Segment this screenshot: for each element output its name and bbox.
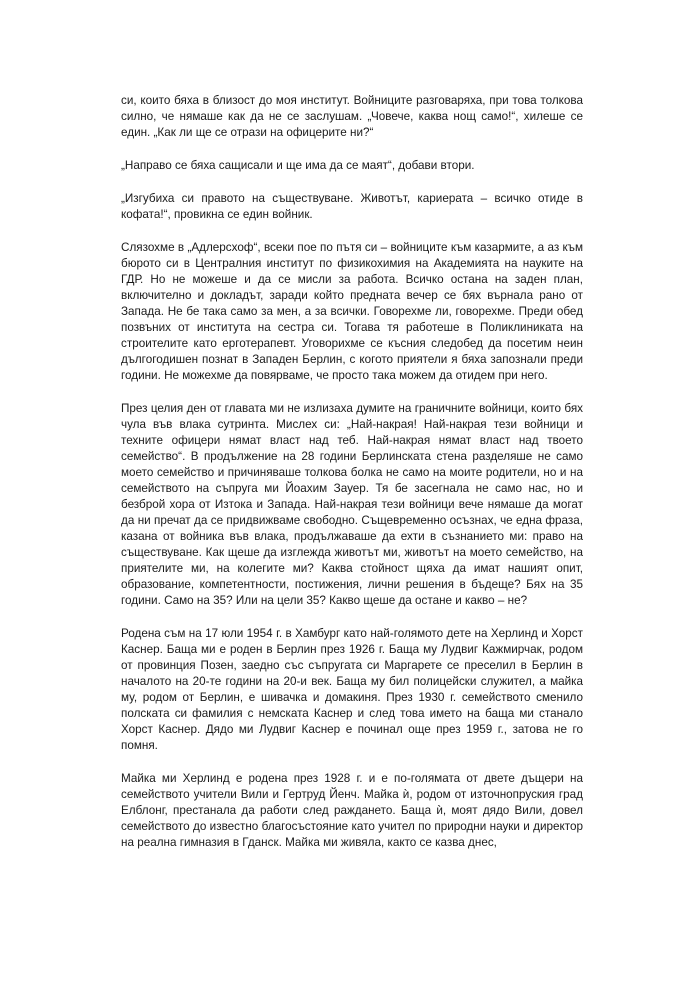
paragraph-2: „Направо се бяха сащисали и ще има да се маят“, добави втори. (121, 159, 475, 172)
paragraph-6: Родена съм на 17 юли 1954 г. в Хамбург като най-голямото дете на Херлинд и Хорст Каснер. Баща ми е роден в Берлин през 1926 г. Баща му Лудвиг Кажмирчак, родом от провинция Позен, заедно със съпругата си Маргарете се преселил в Берлин в началото на 20-те години на 20-и век. Баща му бил полицейски служител, а майка му, родом от Берлин, е шивачка и домакиня. През 1930 г. семейството сменило полската си фамилия с немската Каснер и след това името на баща ми станало Хорст Каснер. Дядо ми Лудвиг Каснер е починал още през 1959 г., затова не го помня. (121, 627, 583, 752)
document-body (121, 93, 583, 868)
paragraph-1: си, които бяха в близост до моя институт. Войниците разговаряха, при това толкова силно, че нямаше как да не се заслушам. „Човече, каква нощ само!“, хилеше се един. „Как ли ще се отрази на офицерите ни?“ (121, 94, 583, 139)
paragraph-5: През целия ден от главата ми не излизаха думите на граничните войници, които бях чула във влака сутринта. Мислех си: „Най-накрая! Най-накрая тези войници и техните офицери нямат власт над теб. Най-накрая нямат власт над твоето семейство“. В продължение на 28 години Берлинската стена разделяше не само моето семейство и причиняваше толкова болка не само на моите родители, но и на семейството на съпруга ми Йоахим Зауер. Тя бе засегнала не само нас, но и безброй хора от Изтока и Запада. Най-накрая тези войници вече нямаше да могат да ни пречат да се придвижваме свободно. Същевременно осъзнах, че една фраза, казана от войника във влака, продължаваше да ехти в съзнанието ми: право на съществуване. Как щеше да изглежда животът ми, животът на моето семейство, на приятелите ми, на колегите ми? Каква стойност щяха да имат нашият опит, образование, компетентности, постижения, лични решения в бъдеще? Бях на 35 години. Само на 35? Или на цели 35? Какво щеше да остане и какво – не? (121, 402, 583, 607)
paragraph-7: Майка ми Херлинд е родена през 1928 г. и е по-голямата от двете дъщери на семейството учители Вили и Гертруд Йенч. Майка ѝ, родом от източнопруския град Елблонг, престанала да работи след раждането. Баща ѝ, моят дядо Вили, довел семейството до известно благосъстояние като учител по природни науки и директор на реална гимназия в Гданск. Майка ми живяла, както се казва днес, (121, 772, 583, 849)
paragraph-4: Слязохме в „Адлерсхоф“, всеки пое по пътя си – войниците към казармите, а аз към бюрото си в Централния институт по физикохимия на Академията на науките на ГДР. Но не можеше и да се мисли за работа. Всичко остана на заден план, включително и докладът, заради който предната вечер се бях върнала рано от Запада. Не бе така само за мен, а за всички. Говорехме ли, говорехме. Преди обед позвъних от института на сестра си. Тогава тя работеше в Поликлиниката на строителите като ерготерапевт. Уговорихме се късния следобед да посетим неин дългогодишен познат в Западен Берлин, с когото приятели я бяха запознали преди години. Не можехме да повярваме, че просто така можем да отидем при него. (121, 241, 583, 382)
paragraph-3: „Изгубиха си правото на съществуване. Животът, кариерата – всичко отиде в кофата!“, провикна се един войник. (121, 192, 583, 221)
